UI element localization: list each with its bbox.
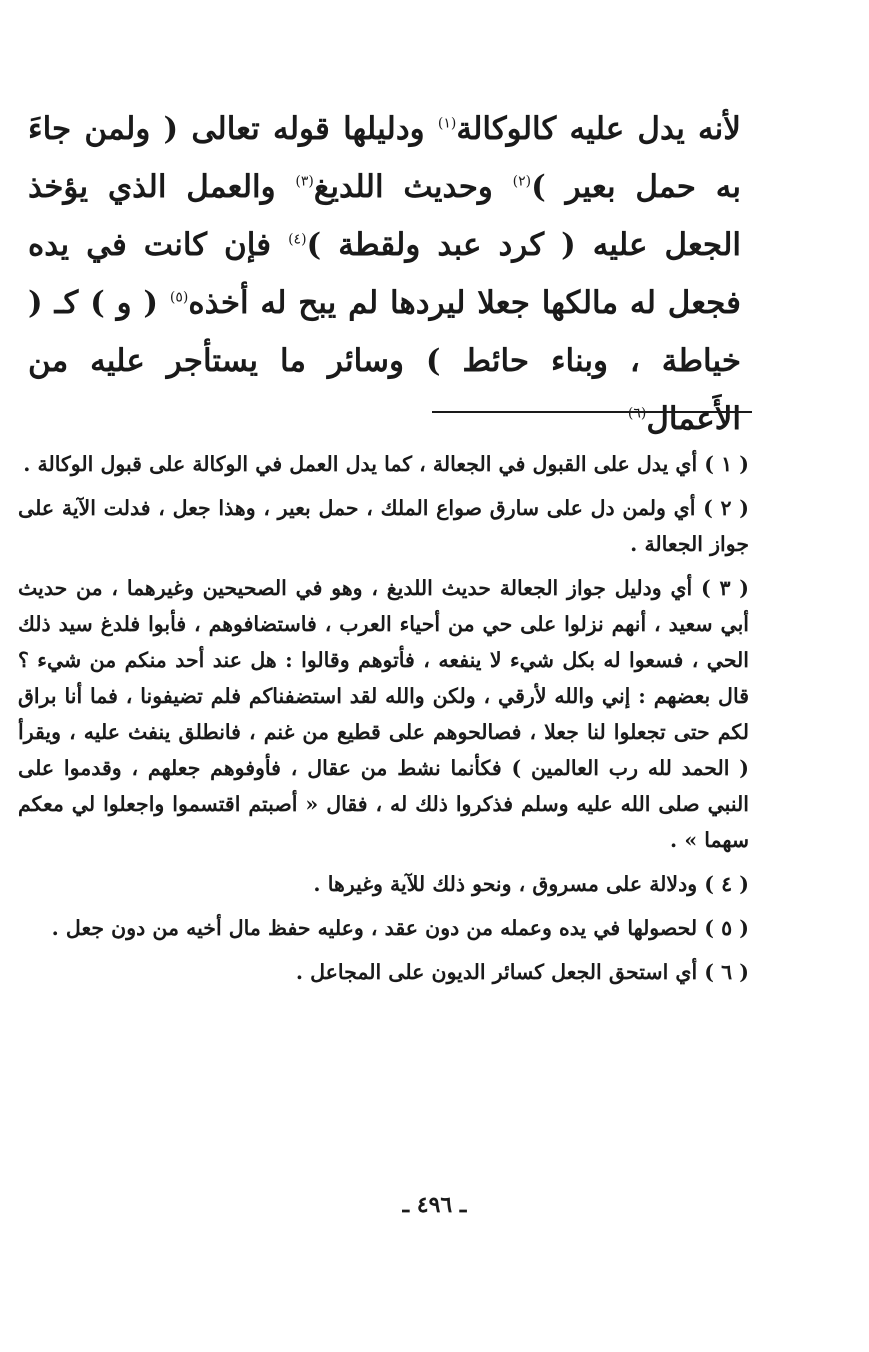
footnote-number: ( ٣ ) bbox=[701, 576, 750, 600]
main-segment: والعمل الذي يؤخذ الجعل عليه ( كرد عبد ولقطة ) bbox=[28, 169, 742, 263]
main-segment: وحديث اللديغ bbox=[313, 169, 513, 205]
footnote-ref[interactable]: (٤) bbox=[288, 231, 307, 248]
footnote-text: أي استحق الجعل كسائر الديون على المجاعل . bbox=[295, 960, 705, 984]
main-segment: فإن كانت في يده فجعل له مالكها جعلا ليردها لم يبح له أخذه bbox=[28, 227, 742, 321]
main-paragraph bbox=[28, 100, 741, 448]
footnote-6 bbox=[18, 954, 749, 990]
footnote-1 bbox=[18, 446, 749, 482]
main-segment: ( و ) كـ ( خياطة ، وبناء حائط ) وسائر ما يستأجر عليه من الأَعمال bbox=[28, 285, 741, 437]
footnote-text: ودلالة على مسروق ، ونحو ذلك للآية وغيرها . bbox=[313, 872, 705, 896]
footnote-text: أي ولمن دل على سارق صواع الملك ، حمل بعير ، وهذا جعل ، فدلت الآية على جواز الجعالة . bbox=[18, 496, 749, 556]
footnote-number: ( ١ ) bbox=[704, 452, 749, 476]
footnote-number: ( ٥ ) bbox=[704, 916, 749, 940]
footnote-2 bbox=[18, 490, 749, 562]
footnote-ref[interactable]: (٦) bbox=[627, 405, 647, 422]
main-segment: لأنه يدل عليه كالوكالة bbox=[456, 111, 741, 147]
footnote-ref[interactable]: (١) bbox=[437, 115, 457, 132]
page-number: ـ ٤٩٦ ـ bbox=[402, 1192, 467, 1218]
footnote-number: ( ٢ ) bbox=[703, 496, 749, 520]
main-segment: ودليلها قوله تعالى ( ولمن جاءَ به حمل بعير ) bbox=[28, 111, 741, 205]
footnote-ref[interactable]: (٣) bbox=[295, 173, 314, 190]
footnote-text: أي يدل على القبول في الجعالة ، كما يدل العمل في الوكالة على قبول الوكالة . bbox=[23, 452, 705, 476]
footnote-ref[interactable]: (٥) bbox=[169, 289, 189, 306]
footnote-number: ( ٦ ) bbox=[704, 960, 749, 984]
footnote-text: أي ودليل جواز الجعالة حديث اللديغ ، وهو في الصحيحين وغيرهما ، من حديث أبي سعيد ، أنهم نزلوا على حي من أحياء العرب ، فاستضافوهم ، فأبوا فلدغ سيد ذلك الحي ، فسعوا له بكل شيء لا ينفعه ، فأتوهم وقالوا : هل عند أحد منكم من شيء ؟ قال بعضهم : إني والله لأرقي ، ولكن والله لقد استضفناكم فلم تضيفونا ، فما أنا براق لكم حتى تجعلوا لنا جعلا ، فصالحوهم على قطيع من غنم ، فانطلق ينفث عليه ، ويقرأ ( الحمد لله رب العالمين ) فكأنما نشط من عقال ، فأوفوهم جعلهم ، وقدموا على النبي صلى الله عليه وسلم فذكروا ذلك له ، فقال « أصبتم اقتسموا واجعلوا لي معكم سهما » . bbox=[18, 576, 749, 852]
footnote-separator bbox=[432, 411, 752, 413]
footnote-ref[interactable]: (٢) bbox=[512, 173, 532, 190]
footnote-text: لحصولها في يده وعمله من دون عقد ، وعليه حفظ مال أخيه من دون جعل . bbox=[51, 916, 705, 940]
footnote-3 bbox=[18, 570, 749, 858]
footnote-5 bbox=[18, 910, 749, 946]
footnote-4 bbox=[18, 866, 749, 902]
main-text bbox=[28, 100, 741, 448]
footnotes bbox=[18, 446, 749, 998]
footnote-number: ( ٤ ) bbox=[704, 872, 749, 896]
